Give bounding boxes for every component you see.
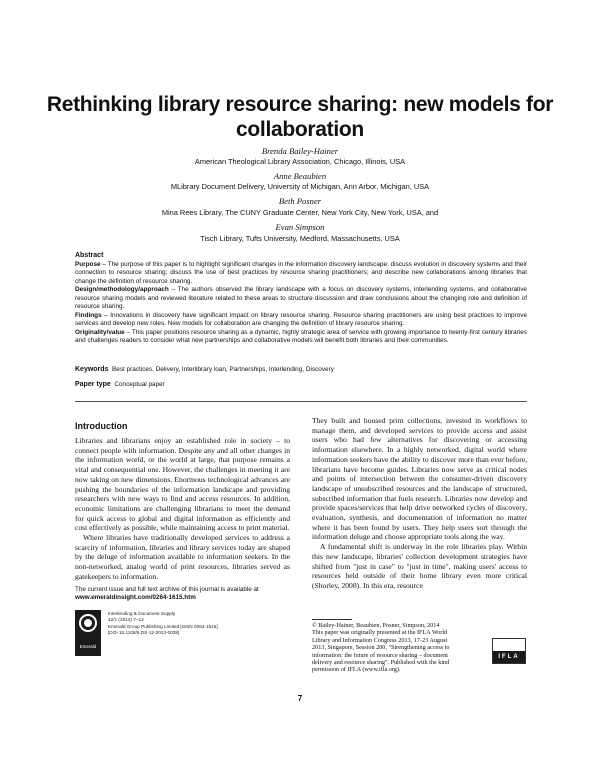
findings-label: Findings — [75, 311, 102, 319]
journal-doi: [DOI 10.1108/ILDS-12-2013-0038] — [108, 630, 180, 636]
introduction-heading: Introduction — [75, 421, 128, 431]
journal-publisher: Emerald Group Publishing Limited [ISSN 0264-1615] — [108, 623, 218, 629]
purpose-text: – The purpose of this paper is to highlight significant changes in the information discovery landscape; discuss evolution in discovery systems and their connection to resource sharing; discuss the use of best practices by resource sharing practitioners; and describe new collaborations among libraries that change the definition of resource sharing. — [75, 260, 527, 285]
originality-text: – This paper positions resource sharing as a dynamic, highly strategic area of service with growing importance to twenty-first century libraries and challenges readers to consider what new partnerships and collaborative models will benefit both libraries and their communities. — [75, 328, 527, 345]
emerald-logo-dot-icon — [84, 619, 92, 627]
abstract-design — [75, 286, 527, 312]
paper-type-label: Paper type — [75, 381, 111, 388]
emerald-logo-text: Emerald — [79, 644, 97, 649]
findings-text: – Innovations in discovery have significant impact on library resource sharing. Resource sharing practitioners are using best practices to improve services and develop new roles. New models for collaboration are changing the definition of library resource sharing. — [75, 311, 527, 328]
originality-label: Originality/value — [75, 328, 125, 336]
paragraph: Where libraries have traditionally developed services to address a scarcity of information, libraries and library services today are shaped by the deluge of information available to information seekers. In the non-networked, analog world of print resources, libraries served as gatekeepers to information. — [75, 533, 290, 581]
author-name: Anne Beaubien — [273, 171, 327, 181]
footnote-divider — [312, 619, 352, 620]
ifla-logo-text: IFLA — [493, 651, 525, 663]
paper-type-text: Conceptual paper — [114, 381, 165, 388]
abstract-originality — [75, 329, 527, 346]
archive-note-text: The current issue and full text archive of this journal is available at — [75, 586, 259, 593]
keywords-text: Best practices, Delivery, Interlibrary loan, Partnerships, Interlending, Discovery — [112, 366, 334, 373]
author-affiliation: Tisch Library, Tufts University, Medford, Massachusetts, USA — [200, 234, 400, 243]
journal-info — [108, 611, 308, 637]
paragraph: A fundamental shift is underway in the role libraries play. Within this new landscape, libraries' collection development strategies have shifted from "just in case" to "just in time", making users' access to resources held outside of their home library even more critical (Shorley, 2008). In this era, resource — [312, 542, 527, 590]
design-text: – The authors observed the library landscape with a focus on discovery systems, interlending systems, and collaborative resource sharing models and reviewed literature related to these areas to structure discussion and draw conclusions about the changing role and definition of resource sharing. — [75, 286, 527, 311]
paragraph: They built and housed print collections, invested in workflows to manage them, and developed services to provide access and assist users who had few alternatives for discovering or accessing information elsewhere. In a highly networked, digital world where information seekers have the ability to discover more than ever before, librarians have become guides. Libraries now serve as critical nodes and points of intersection between the consumer-driven discovery landscape of unsubscribed resources and the landscape of structured, subscribed information that fuels research. Libraries now develop and provide spaces/services that help drive networked cycles of discovery, evaluation, synthesis, and documentation of information no matter where it has been found by users. They help users sort through the information deluge and choose appropriate tools along the way. — [312, 416, 527, 542]
paper-type — [75, 381, 165, 388]
journal-archive-note — [75, 586, 295, 602]
abstract-findings — [75, 312, 527, 329]
abstract-purpose — [75, 261, 527, 287]
purpose-label: Purpose — [75, 260, 101, 268]
paper-title: Rethinking library resource sharing: new models for collaboration — [46, 93, 554, 141]
author-affiliation: American Theological Library Association, Chicago, Illinois, USA — [194, 157, 406, 166]
author-name: Beth Posner — [278, 196, 322, 206]
keywords — [75, 366, 334, 373]
abstract-heading: Abstract — [75, 252, 104, 259]
journal-volume: 42/1 (2014) 7–12 — [108, 617, 144, 623]
keywords-label: Keywords — [75, 366, 109, 373]
copyright-note — [312, 622, 452, 674]
design-label: Design/methodology/approach — [75, 286, 169, 294]
journal-name: Interlending & Document Supply — [108, 611, 176, 616]
abstract — [75, 252, 527, 346]
paragraph: Libraries and librarians enjoy an established role in society – to connect people with information. Despite any and all other changes in the information world, or the world at large, that purpose remains a vital and consequential one. However, the challenges in meeting it are now taking on new dimensions. Enormous technological advances are pushing the boundaries of the information landscape and providing researchers with new ways to find and access resources. In addition, economic limitations are challenging librarians to meet the demand for quick access to global and digital information as efficiently and cost effectively as possible, while maintaining access to print material. — [75, 436, 290, 533]
right-column — [312, 416, 527, 591]
presentation-note: This paper was originally presented at the IFLA World Library and Information Congress 2013, 17-23 August 2013, Singapore, Session 200, "Strengthening access to information: the future of resource sharing – document delivery and resource sharing". Published with the kind permission of IFLA (www.ifla.org). — [312, 629, 450, 674]
section-divider — [75, 401, 527, 402]
copyright-line: © Bailey-Hainer, Beaubien, Posner, Simpson, 2014 — [312, 622, 440, 629]
archive-url-link[interactable]: www.emeraldinsight.com/0264-1615.htm — [75, 594, 196, 601]
ifla-logo-top — [493, 639, 525, 651]
author-name: Evan Simpson — [275, 222, 325, 232]
author-affiliation: Mina Rees Library, The CUNY Graduate Center, New York City, New York, USA, and — [161, 208, 439, 217]
page-number: 7 — [297, 694, 303, 703]
author-name: Brenda Bailey-Hainer — [261, 146, 339, 156]
left-column — [75, 436, 290, 582]
author-affiliation: MLibrary Document Delivery, University of Michigan, Ann Arbor, Michigan, USA — [170, 182, 430, 191]
